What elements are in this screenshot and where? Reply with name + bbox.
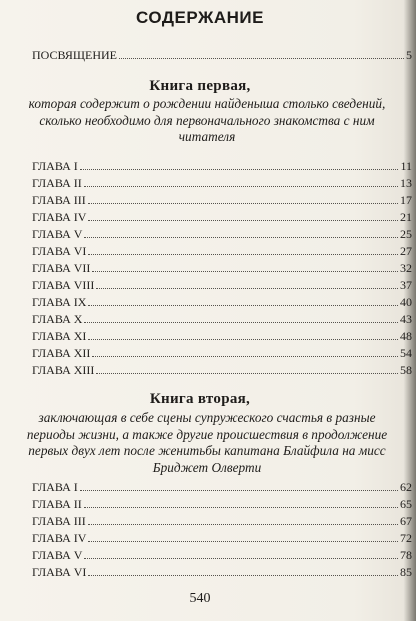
dot-leader (84, 506, 398, 508)
toc-row (32, 244, 412, 260)
toc-label: ГЛАВА XII (32, 346, 91, 360)
dot-leader (96, 287, 398, 289)
toc-page-number: 11 (400, 159, 412, 173)
toc-page-number: 65 (400, 497, 412, 511)
toc-row (32, 514, 412, 530)
dot-leader (88, 304, 398, 306)
toc-page-number: 13 (400, 176, 412, 190)
description-line: первых двух лет после женитьбы капитана Блайфила на мисс (28, 443, 386, 458)
dot-leader (88, 338, 398, 340)
dot-leader (88, 540, 398, 542)
toc-label: ГЛАВА III (32, 193, 86, 207)
toc-label: ГЛАВА VII (32, 261, 91, 275)
dot-leader (88, 523, 398, 525)
toc-row (32, 329, 412, 345)
toc-row (32, 363, 412, 379)
toc-label: ГЛАВА X (32, 312, 83, 326)
dot-leader (84, 321, 398, 323)
toc-label: ГЛАВА V (32, 548, 83, 562)
toc-page-number: 5 (406, 48, 412, 62)
toc-page-number: 40 (400, 295, 412, 309)
page-title: СОДЕРЖАНИЕ (136, 8, 264, 27)
toc-label: ГЛАВА IV (32, 210, 87, 224)
book-one-title: Книга первая, (149, 78, 251, 94)
book-one-description (22, 96, 392, 146)
dot-leader (88, 574, 398, 576)
toc-label: ГЛАВА VI (32, 565, 87, 579)
toc-label: ГЛАВА II (32, 176, 82, 190)
toc-page-number: 78 (400, 548, 412, 562)
toc-label: ГЛАВА IX (32, 295, 87, 309)
toc-page-number: 72 (400, 531, 412, 545)
toc-label: ГЛАВА XI (32, 329, 87, 343)
book-two-description (22, 410, 392, 476)
toc-row (32, 480, 412, 496)
toc-row (32, 210, 412, 226)
description-line: читателя (178, 129, 236, 144)
toc-label: ГЛАВА III (32, 514, 86, 528)
description-line: заключающая в себе сцены супружеского счастья в разные (38, 410, 376, 425)
toc-row (32, 159, 412, 175)
toc-row (32, 176, 412, 192)
toc-page-number: 25 (400, 227, 412, 241)
toc-label: ГЛАВА I (32, 480, 78, 494)
toc-label: ГЛАВА IV (32, 531, 87, 545)
toc-page-number: 48 (400, 329, 412, 343)
toc-label: ГЛАВА II (32, 497, 82, 511)
toc-row (32, 346, 412, 362)
toc-label: ГЛАВА VIII (32, 278, 95, 292)
page-number: 540 (189, 591, 211, 606)
dot-leader (92, 270, 398, 272)
toc-label: ГЛАВА VI (32, 244, 87, 258)
toc-page-number: 43 (400, 312, 412, 326)
description-line: которая содержит о рождении найденыша столько сведений, (28, 96, 386, 111)
toc-page-number: 17 (400, 193, 412, 207)
dot-leader (80, 168, 399, 170)
dot-leader (88, 253, 398, 255)
dot-leader (88, 202, 398, 204)
toc-row (32, 278, 412, 294)
toc-row-dedication (32, 48, 412, 64)
toc-row (32, 261, 412, 277)
dot-leader (92, 355, 398, 357)
description-line: Бриджет Олверти (152, 459, 262, 475)
toc-row (32, 312, 412, 328)
dot-leader (84, 557, 398, 559)
toc-row (32, 565, 412, 581)
description-line: сколько необходимо для первоначального знакомства с ним (39, 112, 375, 128)
toc-row (32, 497, 412, 513)
toc-page-number: 27 (400, 244, 412, 258)
toc-page-number: 37 (400, 278, 412, 292)
toc-page-number: 21 (400, 210, 412, 224)
toc-label: ГЛАВА V (32, 227, 83, 241)
toc-page-number: 67 (400, 514, 412, 528)
dot-leader (80, 489, 398, 491)
toc-row (32, 295, 412, 311)
toc-page-number: 85 (400, 565, 412, 579)
dot-leader (84, 236, 398, 238)
dot-leader (88, 219, 398, 221)
toc-page-number: 54 (400, 346, 412, 360)
toc-page-number: 32 (400, 261, 412, 275)
description-line: периоды жизни, а также другие происшествия в продолжение (26, 426, 388, 442)
toc-row (32, 193, 412, 209)
toc-label: ГЛАВА XIII (32, 363, 95, 377)
toc-label: ПОСВЯЩЕНИЕ (32, 48, 117, 62)
toc-label: ГЛАВА I (32, 159, 78, 173)
toc-row (32, 531, 412, 547)
toc-page-number: 58 (400, 363, 412, 377)
dot-leader (84, 185, 398, 187)
dot-leader (96, 372, 398, 374)
book-two-title: Книга вторая, (149, 391, 251, 407)
toc-row (32, 548, 412, 564)
toc-page-number: 62 (400, 480, 412, 494)
dot-leader (119, 57, 404, 59)
toc-row (32, 227, 412, 243)
